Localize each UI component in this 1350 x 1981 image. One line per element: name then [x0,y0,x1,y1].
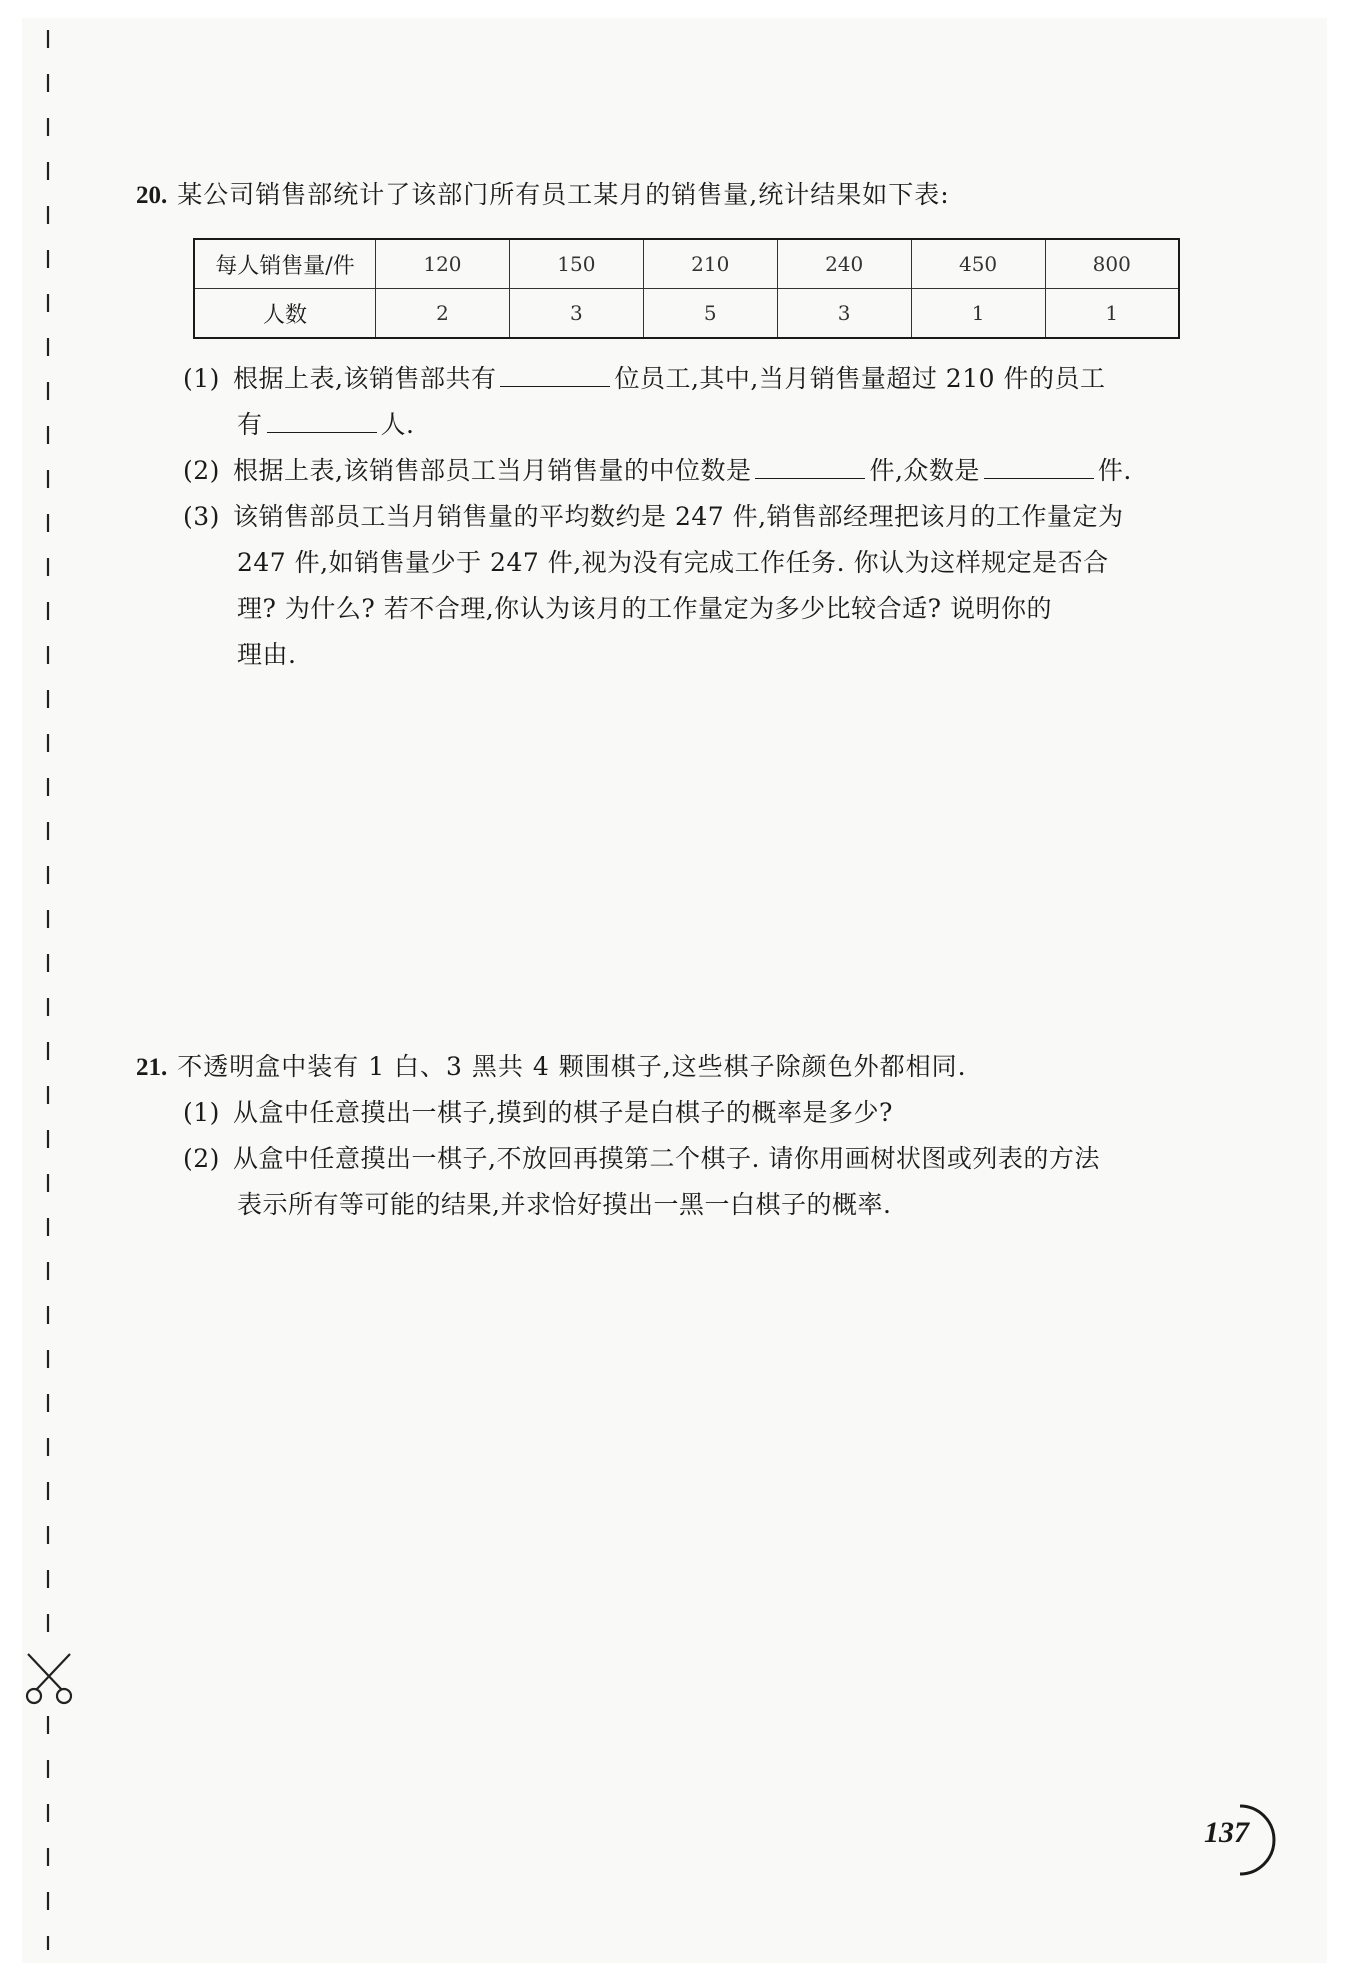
table-cell: 1 [1045,289,1179,339]
table-cell: 150 [509,239,643,289]
table-cell: 210 [643,239,777,289]
q21-subquestion-2-continued [237,1182,1197,1228]
q20-subquestion-2 [183,448,1193,494]
subquestion-line: 247 件,如销售量少于 247 件,视为没有完成工作任务. 你认为这样规定是否合 [237,548,1109,577]
subquestion-text: 从盒中任意摸出一棋子,不放回再摸第二个棋子. 请你用画树状图或列表的方法 [233,1144,1100,1173]
subquestion-label: (2) [183,456,220,485]
subquestion-text: 该销售部员工当月销售量的平均数约是 247 件,销售部经理把该月的工作量定为 [233,502,1124,531]
subquestion-line: 表示所有等可能的结果,并求恰好摸出一黑一白棋子的概率. [237,1190,892,1219]
question-stem: 某公司销售部统计了该部门所有员工某月的销售量,统计结果如下表: [177,180,950,209]
table-row [194,239,1179,289]
table-cell: 240 [777,239,911,289]
answer-blank[interactable] [267,402,377,433]
question-number: 20. [136,182,168,209]
q20-subquestion-3 [183,494,1193,540]
table-cell: 3 [777,289,911,339]
table-cell: 2 [376,289,510,339]
page-number: 137 [1204,1816,1249,1849]
question-stem: 不透明盒中装有 1 白、3 黑共 4 颗围棋子,这些棋子除颜色外都相同. [177,1052,967,1081]
sales-table [193,238,1180,339]
table-cell: 3 [509,289,643,339]
subquestion-label: (2) [183,1144,220,1173]
question-number: 21. [136,1054,168,1081]
subquestion-label: (1) [183,364,220,393]
table-header-count: 人数 [194,289,376,339]
subquestion-text: 根据上表,该销售部员工当月销售量的中位数是 [233,456,752,485]
answer-blank[interactable] [984,448,1094,479]
subquestion-text: 人. [380,410,415,439]
table-cell: 1 [911,289,1045,339]
subquestion-line: 理? 为什么? 若不合理,你认为该月的工作量定为多少比较合适? 说明你的 [237,594,1052,623]
answer-blank[interactable] [755,448,865,479]
table-cell: 450 [911,239,1045,289]
table-cell: 5 [643,289,777,339]
q20-subquestion-3-continued [237,540,1197,678]
answer-blank[interactable] [500,356,610,387]
subquestion-text: 有 [237,410,263,439]
table-header-sales: 每人销售量/件 [194,239,376,289]
subquestion-text: 从盒中任意摸出一棋子,摸到的棋子是白棋子的概率是多少? [233,1098,893,1127]
table-cell: 120 [376,239,510,289]
question-21 [136,1044,1196,1091]
subquestion-label: (3) [183,502,220,531]
table-cell: 800 [1045,239,1179,289]
subquestion-text: 位员工,其中,当月销售量超过 210 件的员工 [614,364,1106,393]
subquestion-text: 件. [1097,456,1132,485]
scissors-icon [22,1650,78,1708]
subquestion-line: 理由. [237,640,297,669]
subquestion-label: (1) [183,1098,220,1127]
question-20 [136,172,1196,219]
q21-subquestion-2 [183,1136,1193,1182]
subquestion-text: 件,众数是 [869,456,980,485]
q20-subquestion-1 [183,356,1193,402]
q21-subquestion-1 [183,1090,1193,1136]
subquestion-text: 根据上表,该销售部共有 [233,364,497,393]
q20-subquestion-1-continued [237,402,1197,448]
table-row [194,289,1179,339]
